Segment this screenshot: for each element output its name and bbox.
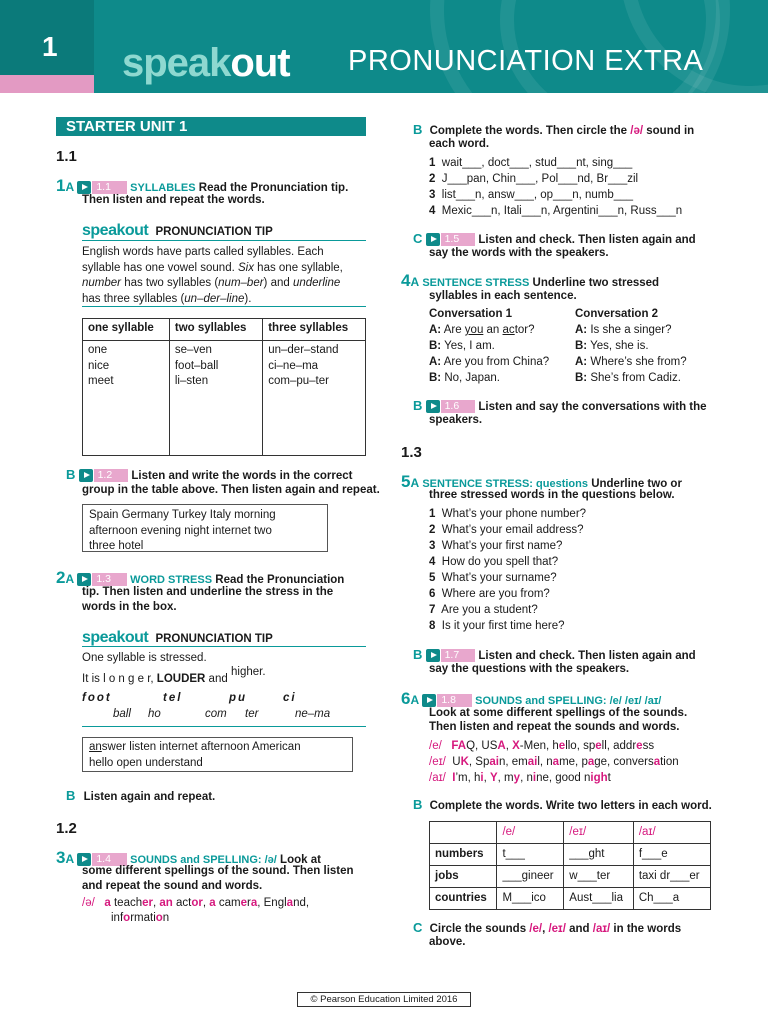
exercise-text: above. (429, 936, 466, 948)
exercise-2a: 2A 1.3 WORD STRESS Read the Pronunciation (56, 568, 345, 587)
exercise-4b: B 1.6 Listen and say the conversations with the (413, 398, 707, 413)
exercise-6c: C Circle the sounds /e/, /eɪ/ and /aɪ/ in the words (413, 920, 682, 935)
exercise-text: words in the box. (82, 601, 177, 613)
speakout-logo: speakout (122, 41, 290, 85)
exercise-6b: B Complete the words. Write two letters in each word. (413, 797, 712, 812)
exercise-5a: 5A SENTENCE STRESS: questions Underline two or (401, 472, 682, 491)
exercise-text: each word. (429, 138, 490, 150)
copyright-footer: © Pearson Education Limited 2016 (297, 992, 471, 1007)
page-header (0, 0, 768, 93)
sound-spelling-table: /e/ /eɪ/ /aɪ/ numbers t___ ___ght f___e jobs ___gineer w___ter taxi dr___er countries M___ico Aust___lia Ch___a (429, 821, 711, 910)
play-icon[interactable] (426, 233, 440, 246)
exercise-text: three stressed words in the questions below. (429, 489, 675, 501)
conversation-2: Conversation 2 A: Is she a singer? B: Yes, she is. A: Where’s she from? B: She’s from Cadiz. (575, 308, 687, 384)
unit-title-bar: STARTER UNIT 1 (56, 117, 366, 136)
exercise-3a: 3A 1.4 SOUNDS and SPELLING: /ə/ Look at (56, 848, 321, 867)
exercise-6a: 6A 1.8 SOUNDS and SPELLING: /e/ /eɪ/ /aɪ/ (401, 689, 662, 708)
exercise-text: group in the table above. Then listen again and repeat. (82, 484, 380, 496)
example-words: /ə/ a teacher, an actor, a camera, England, (82, 897, 310, 909)
exercise-text: Then listen and repeat the words. (82, 194, 265, 206)
sound-examples: /e/ FAQ, USA, X-Men, hello, spell, address /eɪ/ UK, Spain, email, name, page, conversation /aɪ/ I’m, hi, Y, my, nine, good night (429, 740, 679, 784)
word-box: answer listen internet afternoon American hello open understand (82, 737, 353, 772)
exercise-1b: B 1.2 Listen and write the words in the correct (66, 467, 353, 482)
pronunciation-tip-header: speakout PRONUNCIATION TIP (82, 629, 273, 646)
exercise-text: speakers. (429, 414, 483, 426)
page-title: PRONUNCIATION EXTRA (348, 45, 704, 77)
exercise-2b: B Listen again and repeat. (66, 788, 216, 803)
tip-text: One syllable is stressed. (82, 652, 207, 664)
exercise-text: some different spellings of the sound. Then listen (82, 865, 354, 877)
tip-text: English words have parts called syllables. Each syllable has one vowel sound. Six has one syllable, number has two syllables (num–ber) and underline has three syllables (un–der–line). (82, 246, 343, 305)
exercise-text: Look at some different spellings of the sounds. (429, 707, 688, 719)
divider (82, 726, 366, 727)
exercise-3c: C 1.5 Listen and check. Then listen again and (413, 231, 696, 246)
divider (82, 240, 366, 241)
exercise-text: say the words with the speakers. (429, 247, 609, 259)
track-number: 1.1 (92, 181, 127, 194)
exercise-number: 1A (56, 176, 75, 195)
divider (82, 306, 366, 307)
example-words: information (111, 912, 170, 924)
section-heading: 1.2 (56, 820, 77, 837)
exercise-3b: B Complete the words. Then circle the /ə/ sound in (413, 122, 695, 137)
exercise-text: tip. Then listen and underline the stress in the (82, 586, 334, 598)
word-box: Spain Germany Turkey Italy morning afternoon evening night internet two three hotel (82, 504, 328, 552)
exercise-text: syllables in each sentence. (429, 290, 577, 302)
play-icon[interactable] (426, 649, 440, 662)
exercise-text: say the questions with the speakers. (429, 663, 630, 675)
exercise-4a: 4A SENTENCE STRESS Underline two stressed (401, 271, 660, 290)
pronunciation-tip-header: speakout PRONUNCIATION TIP (82, 222, 273, 239)
syllable-table: one syllable two syllables three syllables one nice meet se–ven foot–ball li–sten un–der–stand ci–ne–ma com–pu–ter (82, 318, 366, 456)
question-list: 1 What’s your phone number? 2 What’s your email address? 3 What’s your first name? 4 How do you spell that? 5 What’s your surname? 6 Where are you from? 7 Are you a student? 8 Is it your first time here? (429, 508, 587, 632)
divider (82, 646, 366, 647)
conversation-1: Conversation 1 A: Are you an actor? B: Yes, I am. A: Are you from China? B: No, Japan. (429, 308, 550, 384)
exercise-text: and repeat the sound and words. (82, 880, 263, 892)
unit-number: 1 (42, 31, 58, 62)
tip-text: higher. (231, 666, 266, 678)
section-heading: 1.3 (401, 444, 422, 461)
numbered-list: 1 wait___, doct___, stud___nt, sing___ 2 J___pan, Chin___, Pol___nd, Br___zil 3 list___n, answ___, op___n, numb___ 4 Mexic___n, Itali___n, Argentini___n, Russ___n (429, 157, 683, 217)
tip-text: It is l o n g e r, LOUDER and (82, 673, 228, 685)
pink-accent-bar (0, 75, 94, 93)
exercise-text: Then listen and repeat the sounds and words. (429, 721, 680, 733)
play-icon[interactable] (79, 469, 93, 482)
exercise-tag: SYLLABLES (130, 182, 196, 194)
speakout-logo-small: speakout (82, 222, 149, 239)
exercise-1a: 1A 1.1 SYLLABLES Read the Pronunciation tip. (56, 176, 349, 195)
section-heading: 1.1 (56, 148, 77, 165)
play-icon[interactable] (426, 400, 440, 413)
exercise-5b: B 1.7 Listen and check. Then listen again and (413, 647, 696, 662)
